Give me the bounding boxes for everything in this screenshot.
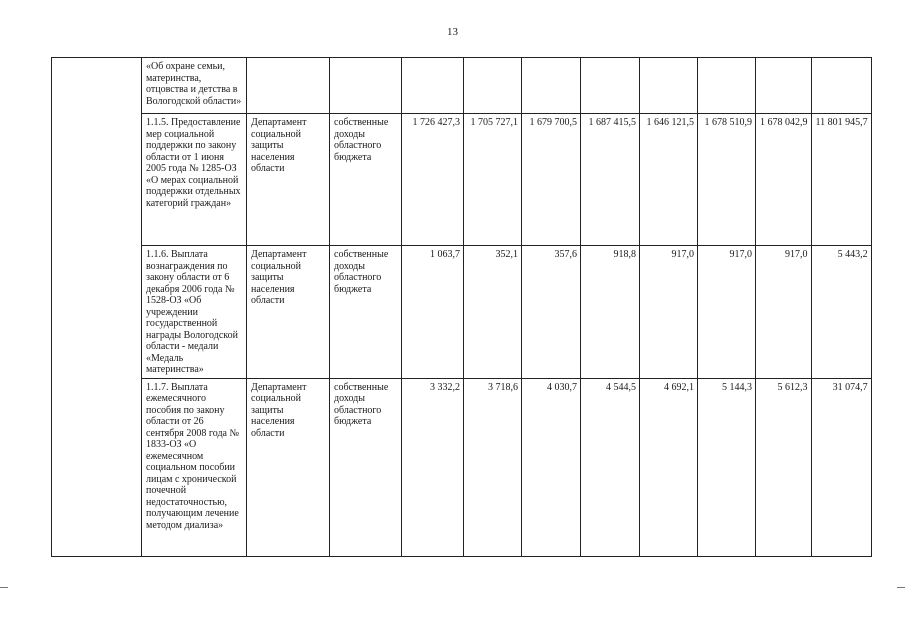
row-name-cell: 1.1.6. Выплата вознаграждения по закону области от 6 декабря 2006 года № 1528-ОЗ «Об учреждении государственной награды Вологодской области - медали «Медаль материнства»: [142, 246, 247, 379]
value-cell: 352,1: [464, 246, 522, 379]
value-cell: 1 678 510,9: [698, 114, 756, 246]
value-cell: 5 144,3: [698, 378, 756, 556]
value-cell: 1 705 727,1: [464, 114, 522, 246]
value-cell: 1 726 427,3: [402, 114, 464, 246]
value-cell: 357,6: [522, 246, 581, 379]
total-cell: 31 074,7: [811, 378, 871, 556]
budget-table: [51, 57, 872, 557]
page-number: 13: [447, 26, 458, 38]
executor-cell: Департамент социальной защиты населения области: [247, 114, 330, 246]
value-cell: [402, 58, 464, 114]
source-cell: [330, 58, 402, 114]
table-row: [52, 114, 872, 246]
value-cell: 917,0: [698, 246, 756, 379]
value-cell: 1 646 121,5: [640, 114, 698, 246]
source-cell: собственные доходы областного бюджета: [330, 246, 402, 379]
value-cell: [756, 58, 812, 114]
executor-cell: [247, 58, 330, 114]
value-cell: 4 692,1: [640, 378, 698, 556]
source-cell: собственные доходы областного бюджета: [330, 378, 402, 556]
row-name-cell: «Об охране семьи, материнства, отцовства и детства в Вологодской области»: [142, 58, 247, 114]
value-cell: 5 612,3: [756, 378, 812, 556]
value-cell: 1 679 700,5: [522, 114, 581, 246]
value-cell: [522, 58, 581, 114]
total-cell: [811, 58, 871, 114]
scan-edge-mark: [0, 587, 8, 588]
value-cell: 1 678 042,9: [756, 114, 812, 246]
value-cell: 918,8: [581, 246, 640, 379]
value-cell: 4 544,5: [581, 378, 640, 556]
scan-edge-mark: [897, 587, 905, 588]
value-cell: 3 332,2: [402, 378, 464, 556]
source-cell: собственные доходы областного бюджета: [330, 114, 402, 246]
row-name-cell: 1.1.7. Выплата ежемесячного пособия по закону области от 26 сентября 2008 года № 1833-ОЗ «О ежемесячном социальном пособии лицам с хронической почечной недостаточностью, получающим лечение методом диализа»: [142, 378, 247, 556]
value-cell: [581, 58, 640, 114]
value-cell: 3 718,6: [464, 378, 522, 556]
left-margin-cell: [52, 58, 142, 557]
executor-cell: Департамент социальной защиты населения области: [247, 378, 330, 556]
row-name-cell: 1.1.5. Предоставление мер социальной поддержки по закону области от 1 июня 2005 года № 1285-ОЗ «О мерах социальной поддержки отдельных категорий граждан»: [142, 114, 247, 246]
value-cell: 4 030,7: [522, 378, 581, 556]
value-cell: 917,0: [640, 246, 698, 379]
total-cell: 11 801 945,7: [811, 114, 871, 246]
value-cell: 1 063,7: [402, 246, 464, 379]
executor-cell: Департамент социальной защиты населения области: [247, 246, 330, 379]
value-cell: 1 687 415,5: [581, 114, 640, 246]
value-cell: 917,0: [756, 246, 812, 379]
table-row: [52, 58, 872, 114]
value-cell: [698, 58, 756, 114]
table-row: [52, 246, 872, 379]
table-row: [52, 378, 872, 556]
total-cell: 5 443,2: [811, 246, 871, 379]
value-cell: [640, 58, 698, 114]
value-cell: [464, 58, 522, 114]
